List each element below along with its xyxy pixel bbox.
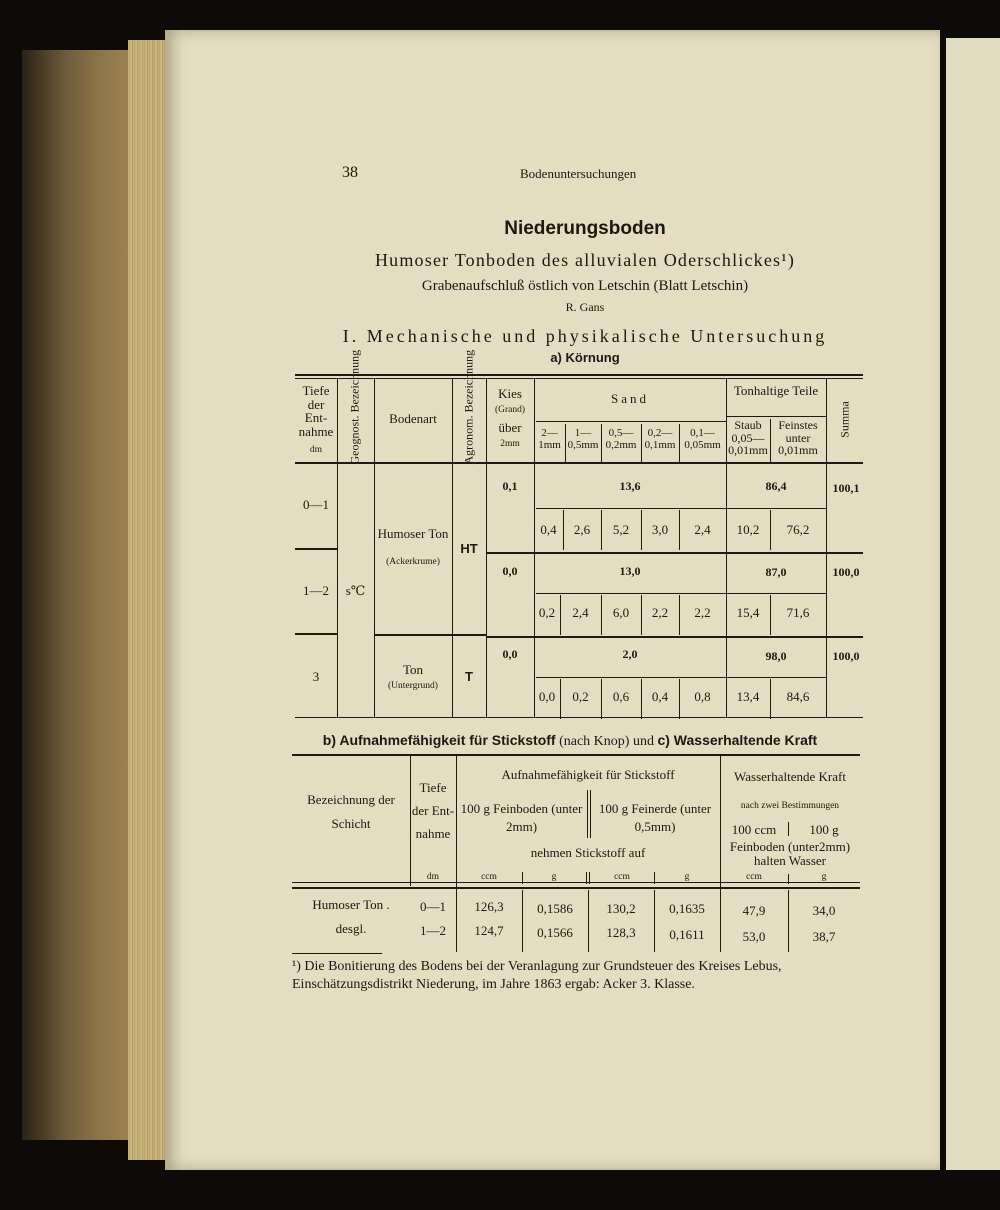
row3-sand-4: 0,8: [694, 689, 711, 704]
main-heading: Niederungsboden: [504, 218, 666, 239]
section-subtitle: a) Körnung: [550, 350, 620, 365]
section-title: I. Mechanische und physikalische Untersuchung: [342, 326, 828, 346]
row1-bodenart-note: (Ackerkrume): [386, 557, 440, 567]
b-row1-fe-ccm: 130,2: [606, 901, 636, 916]
col-header-kies-ueber: über: [498, 420, 522, 435]
row3-kies: 0,0: [502, 647, 518, 661]
sand-col-02-01: 0,2— 0,1mm: [644, 427, 676, 451]
row2-summa: 100,0: [832, 565, 860, 579]
row3-sand-2: 0,6: [612, 689, 630, 704]
col-header-nehmen: nehmen Stickstoff auf: [530, 845, 646, 860]
author-line: R. Gans: [565, 300, 605, 314]
col-header-wasser-ccm: 100 ccm: [731, 822, 777, 837]
row2-sand-3: 2,2: [651, 605, 669, 620]
b-row2-w-g: 38,7: [812, 929, 836, 944]
col-header-wasser-note: nach zwei Bestimmungen: [740, 801, 840, 811]
row3-agronom: T: [465, 669, 473, 684]
col-header-tiefe-unit: dm: [309, 445, 323, 455]
row1-sand-total: 13,6: [619, 479, 641, 493]
b-row2-fe-g: 0,1611: [669, 927, 705, 942]
sand-col-05-02: 0,5— 0,2mm: [605, 427, 637, 451]
row1-sand-2: 5,2: [612, 522, 630, 537]
b-row1-fb-g: 0,1586: [537, 901, 573, 916]
b-row1-w-ccm: 47,9: [742, 903, 766, 918]
b-row1-tiefe: 0—1: [420, 899, 446, 914]
b-row2-fe-ccm: 128,3: [606, 925, 636, 940]
col-header-tonhaltige: Tonhaltige Teile: [733, 383, 819, 398]
row2-sand-total: 13,0: [619, 564, 641, 578]
row3-staub: 13,4: [736, 689, 760, 704]
col-header-kies-size: 2mm: [500, 439, 520, 449]
b-row2-fb-g: 0,1566: [537, 925, 573, 940]
col-header-tiefe-b-unit: dm: [426, 872, 440, 882]
sand-col-01-005: 0,1— 0,05mm: [684, 427, 721, 451]
col-header-tiefe: Tiefe der Ent- nahme: [298, 383, 334, 439]
col-header-wasser-g: 100 g: [809, 822, 839, 837]
row1-sand-3: 3,0: [651, 522, 669, 537]
sand-col-2-1: 2— 1mm: [538, 427, 561, 451]
col-header-bezeichnung: Bezeichnung der Schicht: [307, 792, 395, 831]
unit-w-g: g: [821, 872, 827, 882]
row1-sand-4: 2,4: [694, 522, 711, 537]
row3-bodenart: Ton: [402, 662, 424, 677]
row1-summa: 100,1: [832, 481, 860, 495]
unit-fb-ccm: ccm: [481, 872, 497, 882]
row2-ton-total: 87,0: [765, 565, 787, 579]
row2-sand-0: 0,2: [538, 605, 556, 620]
row3-summa: 100,0: [832, 649, 860, 663]
col-header-bodenart: Bodenart: [389, 411, 437, 426]
row3-sand-0: 0,0: [538, 689, 556, 704]
row3-sand-1: 0,2: [572, 689, 589, 704]
row2-feinstes: 71,6: [786, 605, 810, 620]
part-c-label: c) Wasserhaltende Kraft: [657, 732, 818, 748]
b-row2-w-ccm: 53,0: [742, 929, 766, 944]
row3-tiefe: 3: [312, 669, 320, 684]
row3-sand-3: 0,4: [651, 689, 669, 704]
row1-tiefe: 0—1: [303, 497, 329, 512]
unit-fe-ccm: ccm: [614, 872, 630, 882]
section-b-c-heading: [290, 732, 850, 750]
col-header-feinerde: 100 g Feinerde (unter 0,5mm): [598, 801, 712, 834]
col-header-kies: Kies: [498, 386, 522, 401]
page-number: 38: [342, 164, 358, 181]
row3-feinstes: 84,6: [786, 689, 810, 704]
row3-ton-total: 98,0: [765, 649, 787, 663]
b-row1-fe-g: 0,1635: [669, 901, 705, 916]
location-line: Grabenaufschluß östlich von Letschin (Blatt Letschin): [421, 278, 749, 294]
col-header-wasser-text: Feinboden (unter2mm) halten Wasser: [729, 839, 851, 868]
row2-staub: 15,4: [736, 605, 760, 620]
row1-agronom: HT: [460, 541, 478, 556]
row1-sand-1: 2,6: [573, 522, 591, 537]
row3-bodenart-note: (Untergrund): [388, 681, 438, 691]
b-row2-fb-ccm: 124,7: [474, 923, 504, 938]
row1-ton-total: 86,4: [765, 479, 787, 493]
part-b-label: b) Aufnahmefähigkeit für Stickstoff: [322, 732, 556, 748]
part-b-c-middle: (nach Knop) und: [555, 734, 658, 749]
col-header-tiefe-b: Tiefe der Ent- nahme: [411, 780, 455, 841]
row2-sand-2: 6,0: [612, 605, 630, 620]
col-header-sand: Sand: [611, 391, 649, 406]
page-edges: [128, 40, 168, 1160]
row2-kies: 0,0: [502, 564, 518, 578]
footnote: ¹) Die Bonitierung des Bodens bei der Veranlagung zur Grundsteuer des Kreises Lebus, Einschätzungsdistrikt Niederung, im Jahre 1863 ergab: Acker 3. Klasse.: [292, 959, 782, 992]
col-header-feinstes: Feinstes unter 0,01mm: [778, 418, 818, 458]
col-header-staub: Staub 0,05— 0,01mm: [728, 418, 768, 458]
col-header-geognost: Geognost. Bezeichnung: [347, 349, 362, 465]
book-page: [165, 30, 940, 1170]
row1-staub: 10,2: [736, 522, 760, 537]
row1-sand-0: 0,4: [540, 522, 557, 537]
col-header-wasser: Wasserhaltende Kraft: [734, 769, 846, 784]
row1-feinstes: 76,2: [786, 522, 810, 537]
facing-page-edge: [946, 38, 1000, 1170]
row2-sand-1: 2,4: [572, 605, 589, 620]
row2-tiefe: 1—2: [303, 583, 329, 598]
geognost-value: s℃: [345, 583, 366, 598]
row2-sand-4: 2,2: [694, 605, 711, 620]
col-header-kies-grand: (Grand): [494, 405, 526, 415]
row1-bodenart: Humoser Ton: [377, 526, 449, 541]
col-header-aufnahme: Aufnahmefähigkeit für Stickstoff: [501, 767, 675, 782]
unit-fe-g: g: [684, 872, 690, 882]
b-row1-w-g: 34,0: [812, 903, 836, 918]
running-title: Bodenuntersuchungen: [520, 166, 637, 181]
row1-kies: 0,1: [502, 479, 518, 493]
unit-w-ccm: ccm: [746, 872, 762, 882]
col-header-agronom: Agronom. Bezeichnung: [461, 349, 476, 465]
sand-col-1-05: 1— 0,5mm: [567, 427, 599, 451]
row3-sand-total: 2,0: [622, 647, 638, 661]
col-header-summa: Summa: [837, 401, 852, 438]
unit-fb-g: g: [551, 872, 557, 882]
b-row2-name: desgl.: [335, 921, 367, 936]
book-block-edge: [22, 50, 130, 1140]
b-row1-fb-ccm: 126,3: [474, 899, 504, 914]
subtitle: Humoser Tonboden des alluvialen Oderschlickes¹): [374, 250, 796, 270]
col-header-feinboden: 100 g Feinboden (unter 2mm): [460, 801, 583, 834]
b-row2-tiefe: 1—2: [420, 923, 446, 938]
b-row1-name: Humoser Ton .: [312, 897, 390, 912]
